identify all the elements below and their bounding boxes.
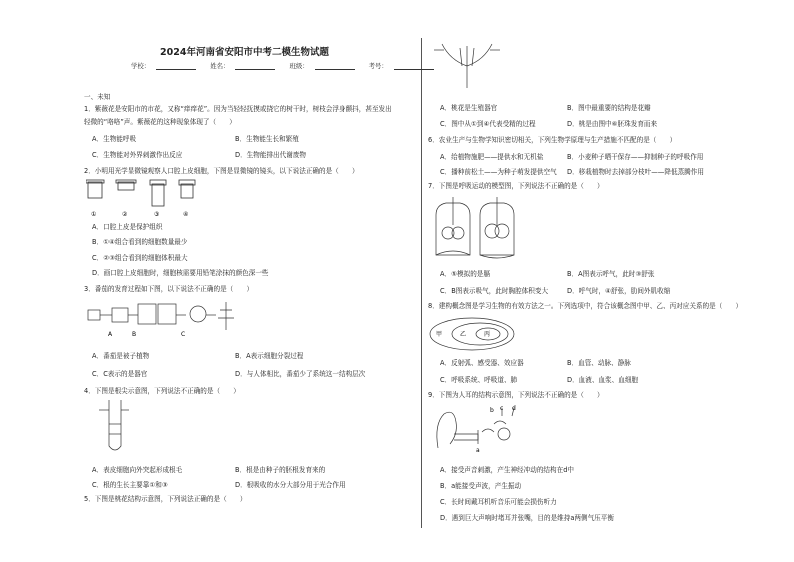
q7-option-d[interactable]: D．呼气时，④舒张，肋间外肌收缩 xyxy=(567,287,671,295)
q2-option-d[interactable]: D．画口腔上皮细胞时，细胞核需要用铅笔涂抹的颜色深一些 xyxy=(92,269,269,277)
q5-option-a[interactable]: A．桃花是生殖器官 xyxy=(440,104,498,112)
breathing-model-figure xyxy=(432,195,522,261)
q9-option-d[interactable]: D．遇到巨大声响时堵耳并张嘴，目的是维持a两侧气压平衡 xyxy=(440,514,614,522)
diaphragm-b xyxy=(480,255,514,258)
q6-option-a[interactable]: A．给植物施肥——提供水和无机盐 xyxy=(440,153,544,161)
lens-4-body xyxy=(181,184,193,198)
tissue-cells xyxy=(138,304,156,324)
class-field[interactable]: 班级： xyxy=(289,62,360,70)
lens-label-2: ② xyxy=(122,211,128,218)
q7-option-a[interactable]: A．⑤模拟的是膈 xyxy=(440,270,490,278)
cochlea xyxy=(498,428,510,440)
q8-option-b[interactable]: B．血管、动脉、静脉 xyxy=(567,359,631,367)
column-divider xyxy=(421,38,422,528)
diaphragm-a xyxy=(436,251,470,255)
lens-3-body xyxy=(152,184,164,206)
microscope-lenses-figure xyxy=(86,178,216,220)
q2-option-a[interactable]: A．口腔上皮是保护组织 xyxy=(92,223,163,231)
semicircular-canals xyxy=(494,421,506,424)
q9-option-c[interactable]: C．长时间戴耳机听音乐可能会损伤听力 xyxy=(440,498,557,506)
lens-label-1: ① xyxy=(91,211,97,218)
label-bing: 丙 xyxy=(484,331,491,338)
cell-shape xyxy=(88,310,100,320)
q3-option-b[interactable]: B．A表示细胞分裂过程 xyxy=(235,352,304,360)
q4-stem: 4．下图是根尖示意图，下列说法不正确的是（ ） xyxy=(84,387,240,395)
q5-option-d[interactable]: D．桃是由图中⑥胚珠发育而来 xyxy=(567,120,658,128)
q4-option-d[interactable]: D．根吸收的水分大部分用于光合作用 xyxy=(235,481,346,489)
ear-structure-figure xyxy=(432,404,522,456)
q8-option-d[interactable]: D．血液、血浆、血细胞 xyxy=(567,376,639,384)
q3-option-a[interactable]: A．番茄是被子植物 xyxy=(92,352,150,360)
root-tip-figure xyxy=(95,398,135,456)
ear-label-c: c xyxy=(500,405,504,412)
fig-label-a: A xyxy=(108,331,113,338)
tomato-plant xyxy=(218,302,234,330)
q4-option-b[interactable]: B．根是由种子的胚根发育来的 xyxy=(235,466,326,474)
q3-stem: 3．番茄的发育过程如下图，以下说法不正确的是（ ） xyxy=(84,285,254,293)
q4-option-a[interactable]: A．表皮细胞向外突起形成根毛 xyxy=(92,466,183,474)
lens-label-4: ④ xyxy=(183,211,189,218)
q3-option-d[interactable]: D．与人体相比，番茄少了系统这一结构层次 xyxy=(235,370,366,378)
label-yi: 乙 xyxy=(460,331,467,338)
q9-stem: 9．下图为人耳的结构示意图，下列说法不正确的是（ ） xyxy=(428,391,604,399)
lens-1-body xyxy=(88,182,102,198)
q8-stem: 8．建构概念图是学习生物的有效方法之一。下列选项中，符合该概念图中甲、乙、丙对应关系的是（ ） xyxy=(428,302,743,310)
stamens-pistil xyxy=(460,46,474,66)
lens-2-rim xyxy=(116,180,136,183)
fig-label-c: C xyxy=(181,331,186,338)
q9-option-b[interactable]: B．a能接受声波，产生振动 xyxy=(440,482,522,490)
q1-option-c[interactable]: C．生物能对外界刺激作出反应 xyxy=(92,151,183,159)
q2-option-c[interactable]: C．②③组合看到的细胞体积最大 xyxy=(92,254,188,262)
q2-option-b[interactable]: B．①④组合看到的细胞数量最少 xyxy=(92,238,188,246)
q1-stem-line1: 1．紫薇花是安阳市的市花，又称“痒痒花”。因为当轻轻抚摸或挠它的树干时，树枝会浮身颤抖，甚至发出 xyxy=(84,105,392,113)
lens-1-rim xyxy=(86,180,104,183)
q6-stem: 6．农业生产与生物学知识密切相关，下列生物学原理与生产措施不匹配的是（ ） xyxy=(428,136,677,144)
q4-option-c[interactable]: C．根的生长主要靠①和③ xyxy=(92,481,168,489)
q5-option-b[interactable]: B．图中最重要的结构是花瓣 xyxy=(567,104,651,112)
tomato-development-figure xyxy=(86,296,246,342)
q2-stem: 2．小明用光学显微镜观察人口腔上皮细胞，下图是显微镜的镜头，以下说法正确的是（ ） xyxy=(84,167,359,175)
name-field[interactable]: 姓名： xyxy=(210,62,281,70)
outer-ear xyxy=(437,412,457,448)
ear-canal xyxy=(454,434,478,440)
balloon-b-right xyxy=(495,224,509,238)
q8-option-c[interactable]: C．呼吸系统、呼吸道、肺 xyxy=(440,376,518,384)
section-heading: 一、未知 xyxy=(84,93,111,101)
school-field[interactable]: 学校： xyxy=(131,62,202,70)
q3-option-c[interactable]: C．C表示的是器官 xyxy=(92,370,148,378)
q5-option-c[interactable]: C．图中从①到④代表受精的过程 xyxy=(440,120,536,128)
ellipse-jia xyxy=(430,318,514,350)
exam-number-field[interactable]: 考号： xyxy=(369,62,440,70)
lens-label-3: ③ xyxy=(154,211,160,218)
q8-option-a[interactable]: A．反射弧、感受器、效应器 xyxy=(440,359,524,367)
q1-option-d[interactable]: D．生物能排出代谢废物 xyxy=(235,151,307,159)
q7-option-c[interactable]: C．B图表示吸气，此时胸腔体积变大 xyxy=(440,287,549,295)
dividing-cells xyxy=(112,308,128,322)
peach-flower-figure xyxy=(432,40,502,92)
ear-label-a: a xyxy=(476,447,480,454)
page-title: 2024年河南省安阳市中考二模生物试题 xyxy=(160,47,329,58)
q1-stem-line2: 轻微的“咯咯”声。紫薇花的这种现象体现了（ ） xyxy=(84,118,236,126)
student-info-fields xyxy=(131,61,446,70)
q6-option-d[interactable]: D．移栽植物时去掉部分枝叶——降低蒸腾作用 xyxy=(567,168,704,176)
q9-option-a[interactable]: A．接受声音刺激，产生神经冲动的结构在d中 xyxy=(440,466,574,474)
concept-map-figure xyxy=(428,316,516,352)
q6-option-c[interactable]: C．播种前松土——为种子萌发提供空气 xyxy=(440,168,557,176)
ear-label-b: b xyxy=(490,407,494,414)
q6-option-b[interactable]: B．小麦种子晒干保存——抑制种子的呼吸作用 xyxy=(567,153,704,161)
q7-stem: 7．下图是呼吸运动的模型图，下列说法不正确的是（ ） xyxy=(428,182,604,190)
q1-option-a[interactable]: A．生物能呼吸 xyxy=(92,135,137,143)
label-jia: 甲 xyxy=(436,331,443,338)
q7-option-b[interactable]: B．A图表示呼气，此时③舒张 xyxy=(567,270,655,278)
root-outline xyxy=(109,400,121,450)
organ-shape xyxy=(190,306,206,322)
fig-label-b: B xyxy=(132,331,137,338)
q1-option-b[interactable]: B．生物能生长和繁殖 xyxy=(235,135,299,143)
tissue-cells-2 xyxy=(158,304,176,324)
q5-stem: 5．下图是桃花结构示意图，下列说法正确的是（ ） xyxy=(84,495,247,503)
ossicles xyxy=(482,429,494,432)
ear-label-d: d xyxy=(512,405,516,412)
